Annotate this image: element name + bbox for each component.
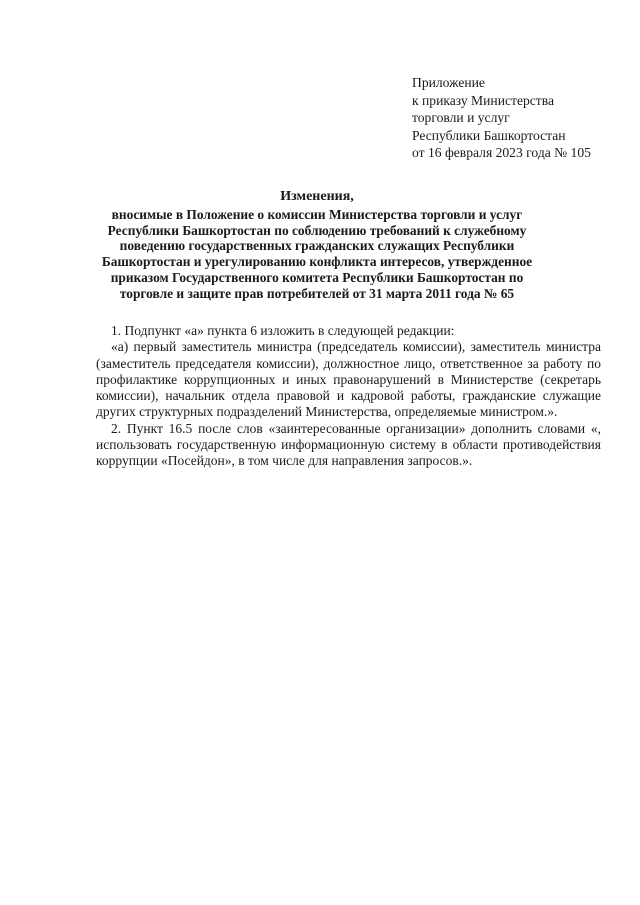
annex-header [412,74,622,162]
annex-line-4: Республики Башкортостан [412,127,566,143]
annex-line-2: к приказу Министерства [412,92,555,108]
document-body [96,323,601,470]
document-title [96,189,538,302]
annex-line-1: Приложение [412,75,485,90]
title-heading: Изменения, [280,189,354,204]
item-1-intro: 1. Подпункт «а» пункта 6 изложить в следующей редакции: [111,323,455,338]
title-text: вносимые в Положение о комиссии Министерства торговли и услуг Республики Башкортостан по соблюдению требований к служебному поведению государственных гражданских служащих Республики Башкортостан и урегулированию конфликта интересов, утвержденное приказом Государственного комитета Республики Башкортостан по торговле и защите прав потребителей от 31 марта 2011 года № 65 [101,206,533,301]
item-1-text: «а) первый заместитель министра (председатель комиссии), заместитель министра (заместитель председателя комиссии), должностное лицо, ответственное за работу по профилактике коррупционных и иных правонарушений в Министерстве (секретарь комиссии), начальник отдела правовой и кадровой работы, гражданские служащие других структурных подразделений Министерства, определяемые министром.». [96,339,601,420]
annex-line-5: от 16 февраля 2023 года № 105 [412,145,591,161]
item-2-text: 2. Пункт 16.5 после слов «заинтересованные организации» дополнить словами «, использовать государственную информационную систему в области противодействия коррупции «Посейдон», в том числе для направления запросов.». [96,420,601,469]
annex-line-3: торговли и услуг [412,110,510,126]
